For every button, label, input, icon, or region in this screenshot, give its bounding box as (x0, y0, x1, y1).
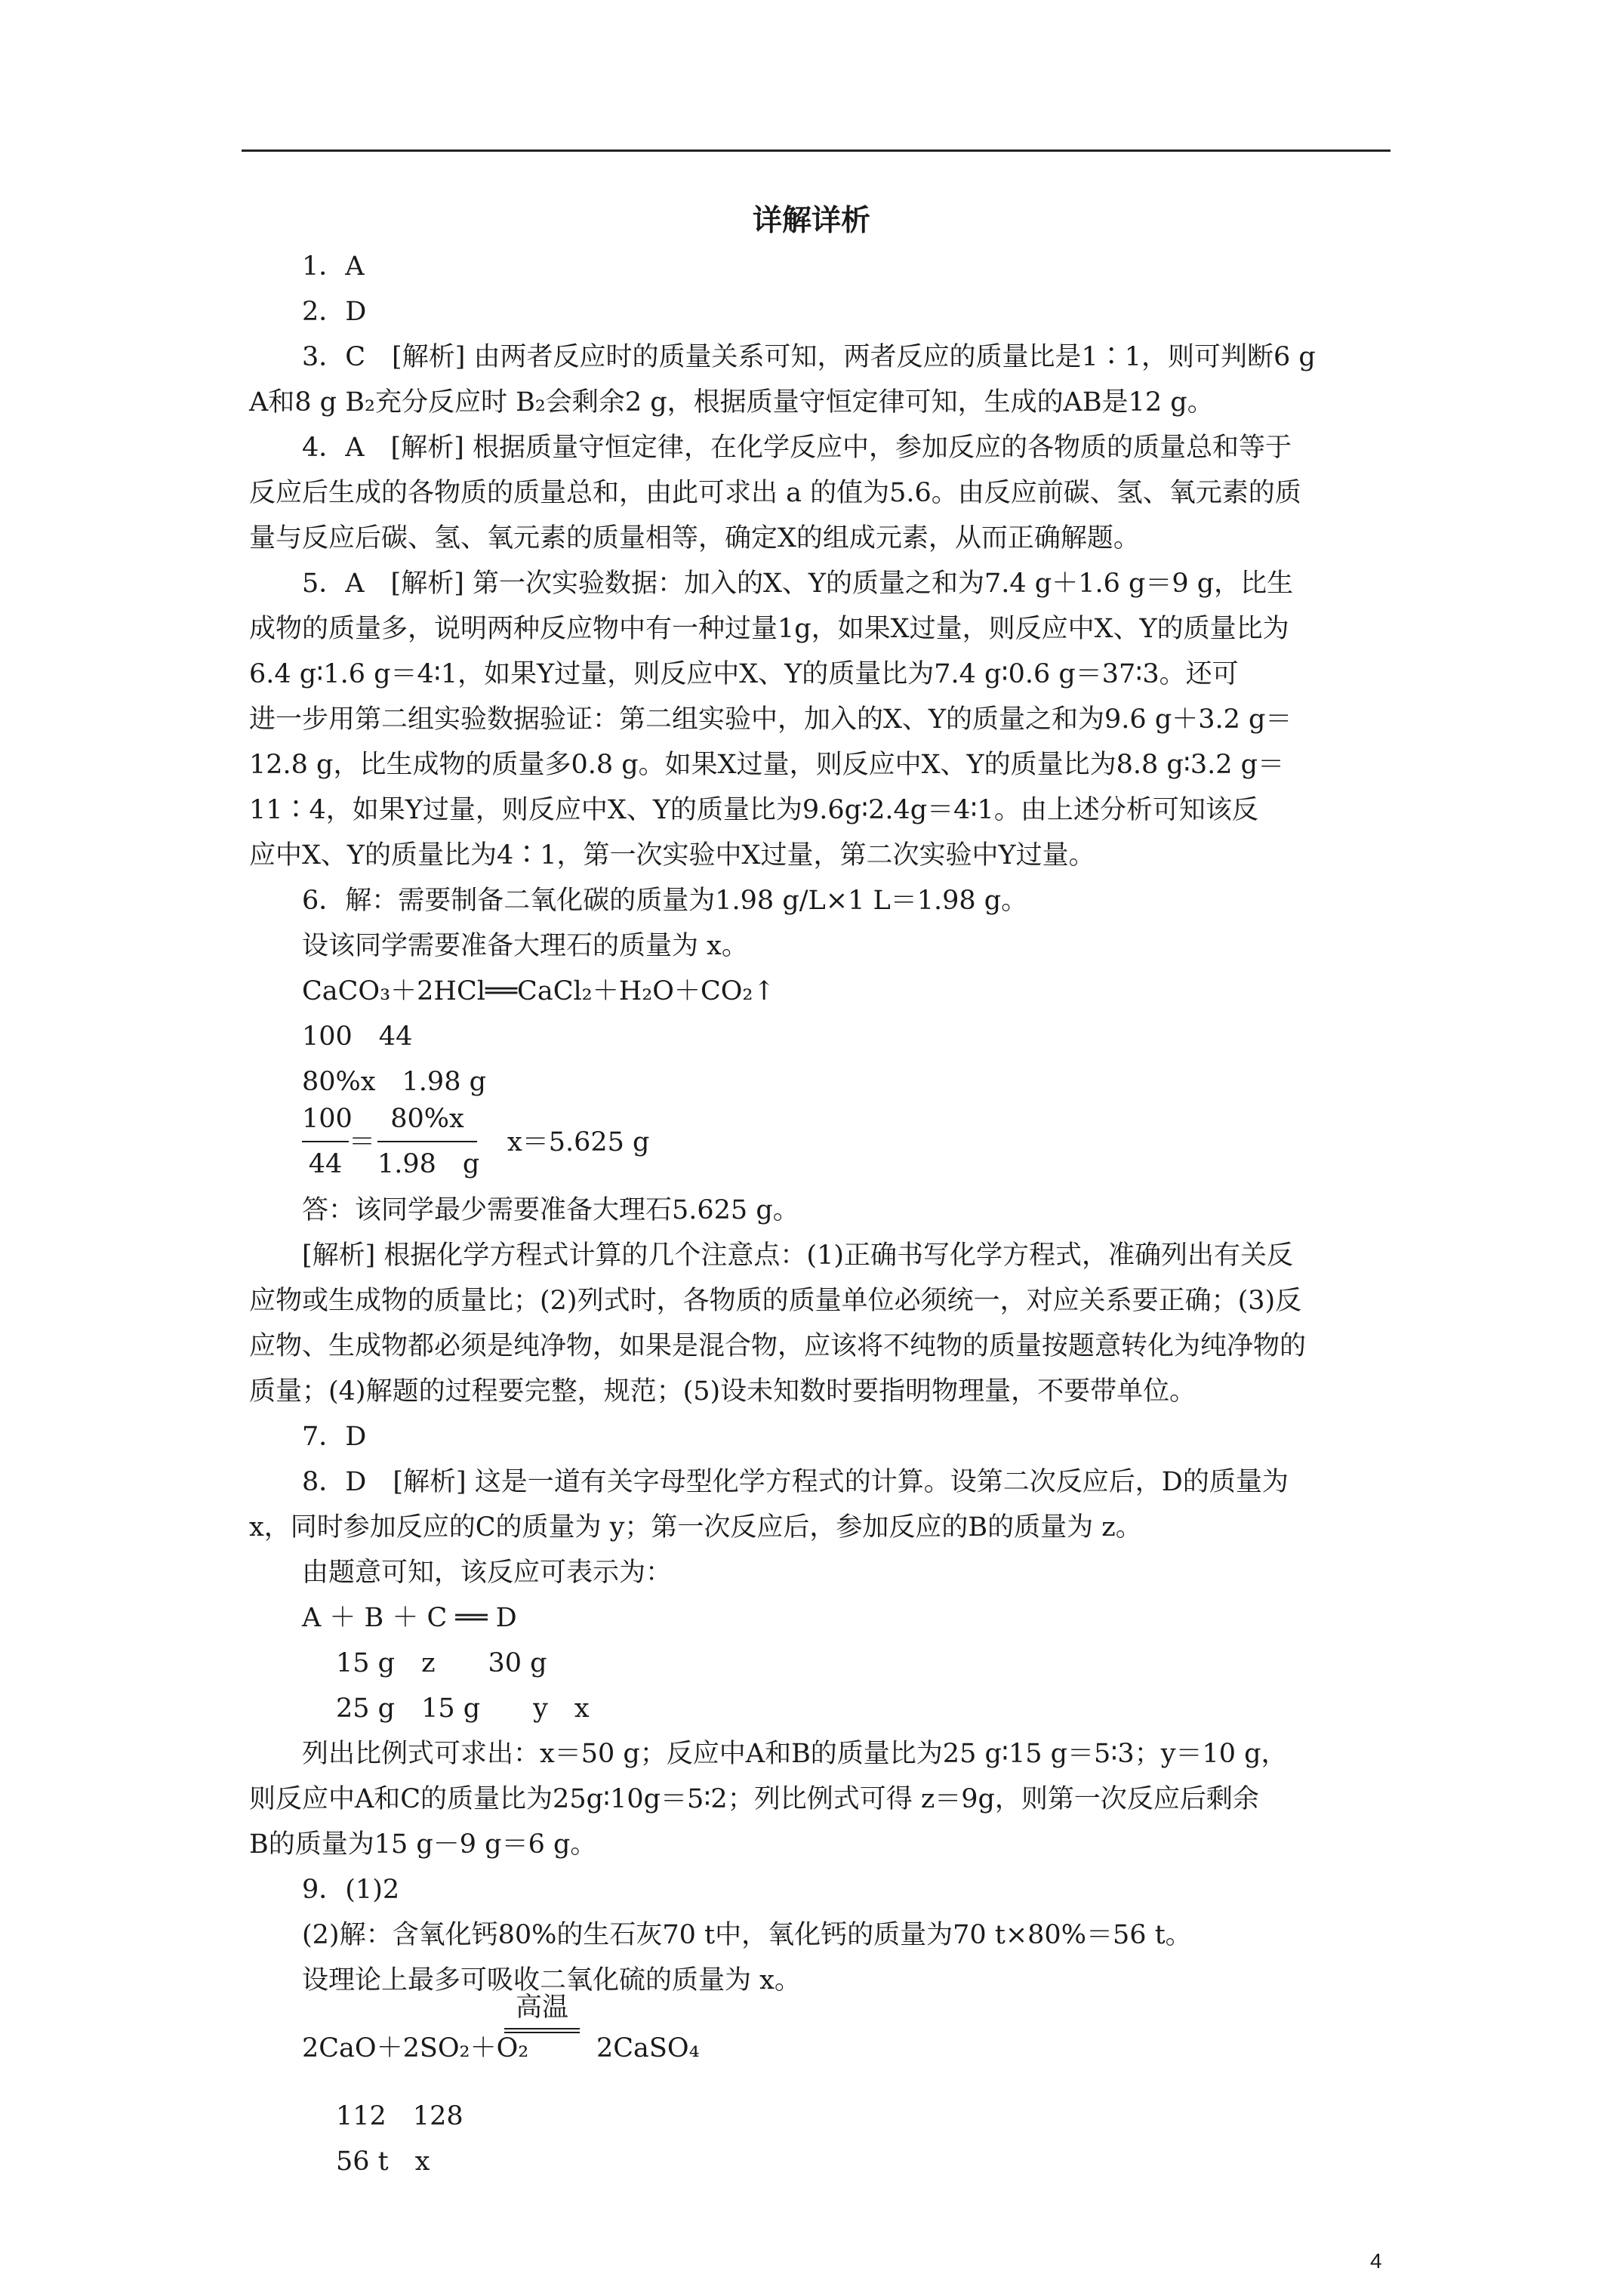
page-title: 详解详析 (752, 203, 870, 238)
answer-5-line-1: 5．A [解析] 第一次实验数据：加入的X、Y的质量之和为7.4 g＋1.6 g＝9 g，比生 (302, 569, 1294, 599)
page-number: 4 (1370, 2249, 1382, 2273)
answer-7: 7．D (302, 1422, 367, 1452)
reaction-condition (504, 1989, 580, 2033)
answer-6-analysis-line-4: 质量；(4)解题的过程要完整，规范；(5)设未知数时要指明物理量，不要带单位。 (249, 1376, 1196, 1407)
fraction-bar (302, 1141, 349, 1142)
answer-6-line-1: 6．解：需要制备二氧化碳的质量为1.98 g/L×1 L＝1.98 g。 (302, 886, 1028, 916)
fraction-equals: ＝ (349, 1127, 376, 1157)
fraction-right (377, 1099, 480, 1185)
answer-5-line-7: 应中X、Y的质量比为4∶1，第一次实验中X过量，第二次实验中Y过量。 (249, 840, 1095, 871)
header-rule (242, 149, 1390, 152)
answer-6-analysis-line-1: [解析] 根据化学方程式计算的几个注意点：(1)正确书写化学方程式，准确列出有关反 (302, 1240, 1294, 1271)
reaction-condition-label: 高温 (515, 1992, 568, 2023)
chemical-equation-1: CaCO₃＋2HCl══CaCl₂＋H₂O＋CO₂↑ (302, 976, 775, 1006)
letter-equation: A ＋ B ＋ C ══ D (302, 1603, 517, 1633)
solution-result: x＝5.625 g (507, 1127, 650, 1157)
answer-5-line-6: 11∶4，如果Y过量，则反应中X、Y的质量比为9.6g∶2.4g＝4∶1。由上述分析可知该反 (249, 795, 1258, 825)
answer-5-line-4: 进一步用第二组实验数据验证：第二组实验中，加入的X、Y的质量之和为9.6 g＋3.2 g＝ (249, 704, 1292, 735)
answer-8-line-2: x，同时参加反应的C的质量为 y；第一次反应后，参加反应的B的质量为 z。 (249, 1512, 1142, 1542)
fraction-right-numerator: 80%x (390, 1104, 464, 1134)
answer-8-line-1: 8．D [解析] 这是一道有关字母型化学方程式的计算。设第二次反应后，D的质量为 (302, 1467, 1289, 1497)
answer-4-line-2: 反应后生成的各物质的质量总和，由此可求出 a 的值为5.6。由反应前碳、氢、氧元素的质 (249, 478, 1301, 508)
fraction-right-denominator: 1.98 g (377, 1149, 480, 1179)
chemical-equation-2-reactants: 2CaO＋2SO₂＋O₂ (302, 2033, 529, 2063)
answer-4-line-1: 4．A [解析] 根据质量守恒定律，在化学反应中，参加反应的各物质的质量总和等于 (302, 433, 1292, 463)
answer-9-part-2-line-2: 设理论上最多可吸收二氧化硫的质量为 x。 (302, 1965, 801, 1996)
answer-8-line-5: 则反应中A和C的质量比为25g∶10g＝5∶2；列比例式可得 z＝9g，则第一次反应后剩余 (249, 1784, 1259, 1814)
answer-8-line-6: B的质量为15 g－9 g＝6 g。 (249, 1829, 597, 1860)
letter-equation-row-2: 25 g 15 g y x (336, 1693, 590, 1724)
answer-4-line-3: 量与反应后碳、氢、氧元素的质量相等，确定X的组成元素，从而正确解题。 (249, 523, 1140, 553)
letter-equation-row-1: 15 g z 30 g (336, 1648, 547, 1678)
mass-ratio-row-1: 100 44 (302, 1022, 413, 1052)
fraction-left (302, 1099, 353, 1185)
fraction-left-denominator: 44 (308, 1149, 343, 1179)
answer-5-line-3: 6.4 g∶1.6 g＝4∶1，如果Y过量，则反应中X、Y的质量比为7.4 g∶0.6 g＝37∶3。还可 (249, 659, 1239, 689)
answer-3-line-1: 3．C [解析] 由两者反应时的质量关系可知，两者反应的质量比是1∶1，则可判断6 g (302, 342, 1316, 372)
answer-6-analysis-line-2: 应物或生成物的质量比；(2)列式时，各物质的质量单位必须统一，对应关系要正确；(3)反 (249, 1286, 1302, 1316)
chemical-equation-2-product: 2CaSO₄ (596, 2033, 700, 2063)
answer-6-line-2: 设该同学需要准备大理石的质量为 x。 (302, 931, 748, 961)
answer-8-line-3: 由题意可知，该反应可表示为： (302, 1558, 673, 1588)
fraction-left-numerator: 100 (302, 1104, 353, 1134)
answer-5-line-2: 成物的质量多，说明两种反应物中有一种过量1g，如果X过量，则反应中X、Y的质量比为 (249, 614, 1289, 644)
fraction-bar (377, 1141, 477, 1142)
reaction-arrow (504, 2028, 580, 2033)
mass-ratio-row-4: 56 t x (336, 2147, 430, 2177)
answer-2: 2．D (302, 297, 367, 327)
answer-8-line-4: 列出比例式可求出：x＝50 g；反应中A和B的质量比为25 g∶15 g＝5∶3；y＝10 g， (302, 1739, 1288, 1769)
answer-5-line-5: 12.8 g，比生成物的质量多0.8 g。如果X过量，则反应中X、Y的质量比为8.8 g∶3.2 g＝ (249, 750, 1285, 780)
answer-1: 1．A (302, 251, 365, 282)
answer-9-part-1: 9．(1)2 (302, 1875, 400, 1905)
mass-ratio-row-2: 80%x 1.98 g (302, 1067, 486, 1097)
answer-6-analysis-line-3: 应物、生成物都必须是纯净物，如果是混合物，应该将不纯物的质量按题意转化为纯净物的 (249, 1331, 1307, 1361)
answer-6-conclusion: 答：该同学最少需要准备大理石5.625 g。 (302, 1195, 799, 1225)
answer-3-line-2: A和8 g B₂充分反应时 B₂会剩余2 g，根据质量守恒定律可知，生成的AB是12 g。 (249, 387, 1214, 418)
answer-9-part-2-line-1: (2)解：含氧化钙80%的生石灰70 t中，氧化钙的质量为70 t×80%＝56 t。 (302, 1920, 1192, 1950)
mass-ratio-row-3: 112 128 (336, 2101, 463, 2131)
